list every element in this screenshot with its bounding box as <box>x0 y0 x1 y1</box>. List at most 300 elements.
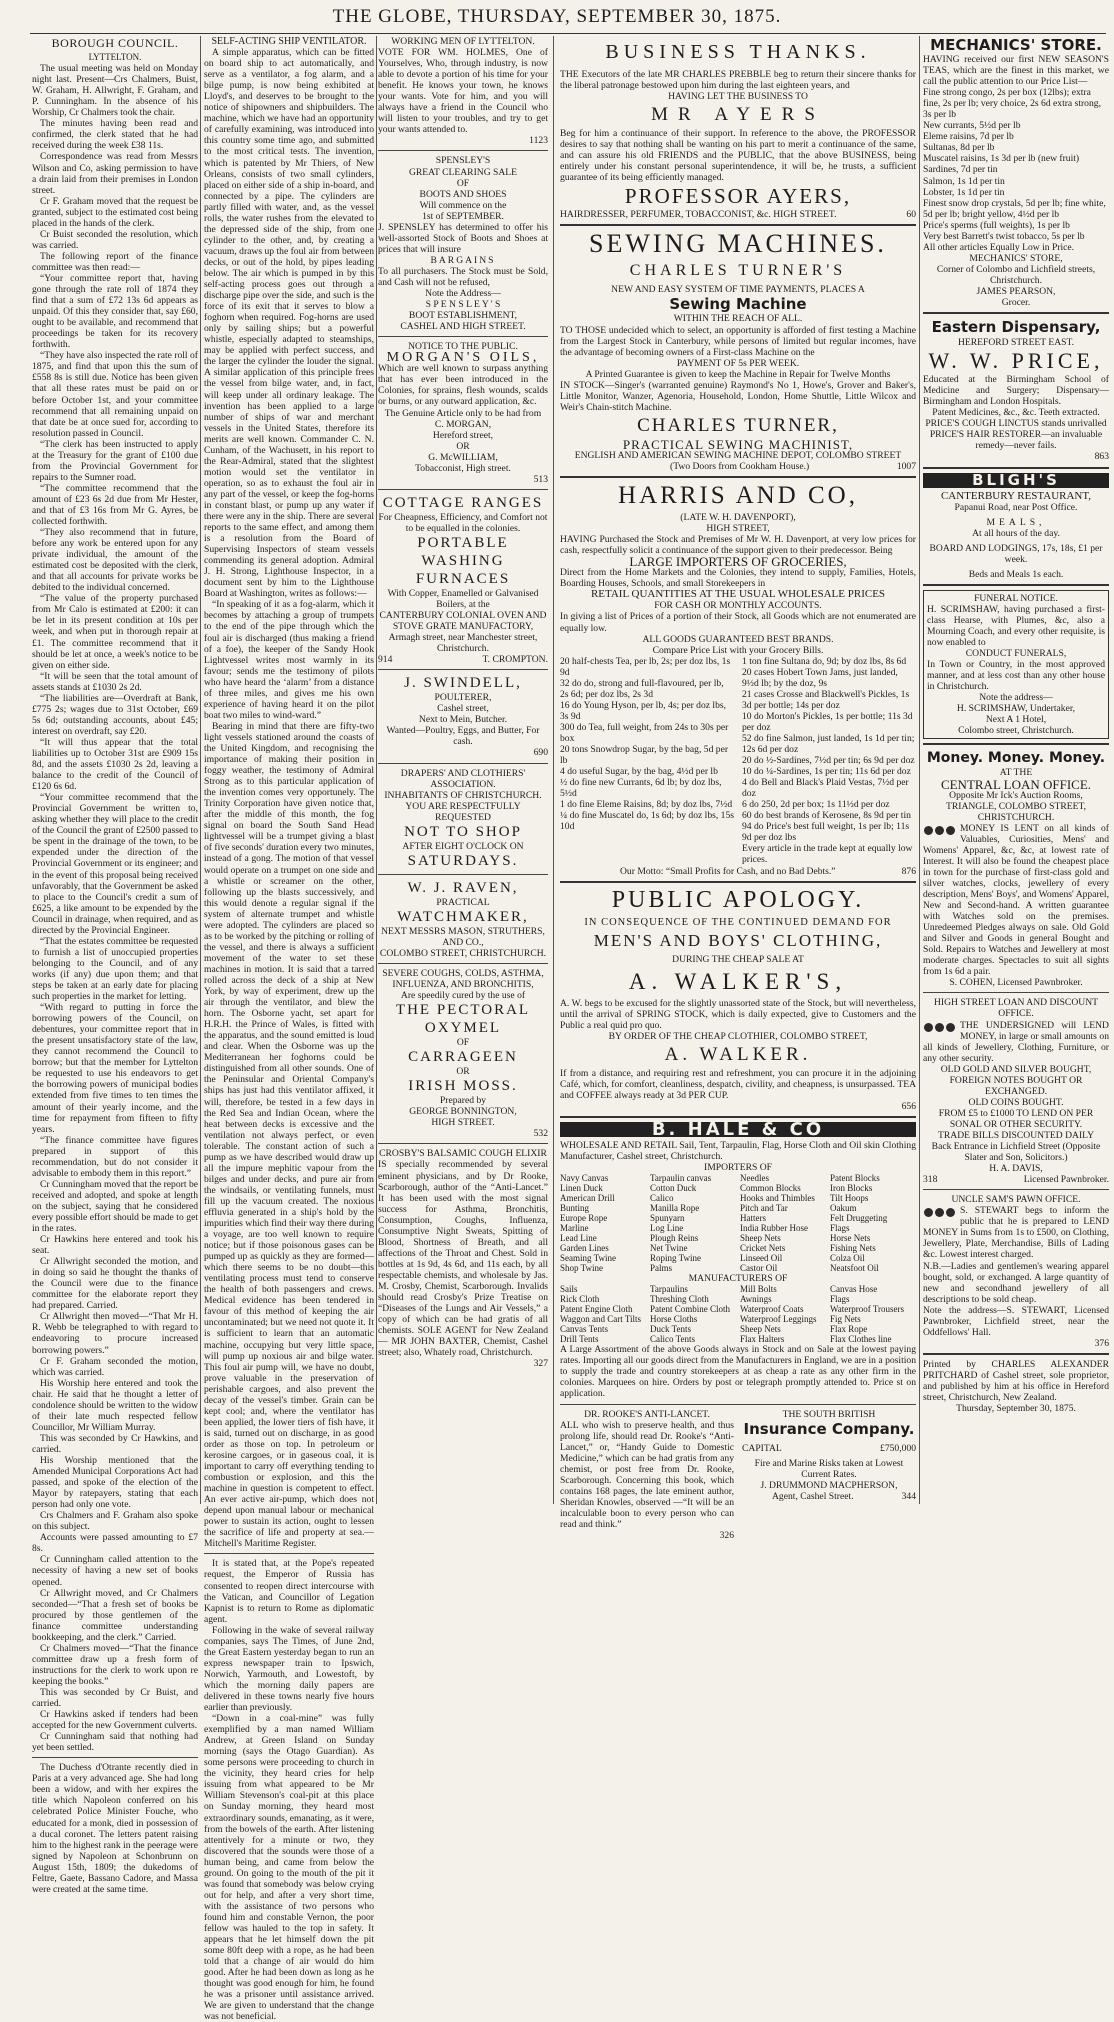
ad-raven <box>378 879 548 959</box>
price-item: Fine strong congo, 2s per box (12lbs); extra fine, 2s per lb; very choice, 2s 6d extra strong, 3s per lb <box>923 87 1101 121</box>
paragraph: The following report of the finance committee was then read:— <box>32 250 198 273</box>
ad-line: YOU ARE RESPECTFULLY REQUESTED <box>405 800 521 823</box>
ad-line: Back Entrance in Lichfield Street (Opposite Slater and Son, Solicitors.) <box>931 1141 1101 1164</box>
ad-line: OLD COINS BOUGHT. <box>968 1096 1064 1108</box>
list-item: Sails <box>560 1284 578 1295</box>
paragraph: This was seconded by Cr Buist, and carried. <box>32 1686 198 1710</box>
ad-body: N.B.—Ladies and gentlemen's wearing apparel bought, sold, or exchanged. A large quantity of new and secondhand jewellery of all descriptions to be sold cheap. <box>923 1260 1109 1305</box>
ad-line: Corner of Colombo and Lichfield streets, Christchurch. <box>936 263 1096 286</box>
ad-line: MECHANICS' STORE, <box>969 252 1063 264</box>
ad-line: HIGH STREET. <box>431 1117 495 1129</box>
paragraph: Cr Hawkins asked if tenders had been accepted for the new Government culverts. <box>32 1709 198 1732</box>
ad-line: Colombo street, Christchurch. <box>958 725 1074 737</box>
ad-line: GEORGE BONNINGTON, <box>409 1106 517 1118</box>
ad-line: OR <box>456 1066 470 1078</box>
ad-line: The Genuine Article only to be had from <box>384 407 542 419</box>
ad-capital-amount: £750,000 <box>880 1442 916 1454</box>
ad-line: PRACTICAL SEWING MACHINIST, <box>622 436 854 452</box>
list-item: Log Line <box>650 1223 684 1234</box>
ad-line: OF <box>456 1037 470 1049</box>
price-item: Price's sperms (full weights), 1s per lb <box>923 219 1070 231</box>
paragraph: The usual meeting was held on Monday night last. Present—Crs Chalmers, Buist, W. Graham, H. Allwright, F. Graham, and P. Cunningham. In the absence of his Worship, Cr Chalmers took the chair. <box>32 63 198 119</box>
list-item: Patent Blocks <box>830 1173 880 1184</box>
paragraph: “The finance committee have figures prepared in support of this recommendation, but do not consider it advisable to embody them in this report.” <box>32 1134 198 1179</box>
price-item: 10 do Morton's Pickles, 1s per bottle; 11s 3d per doz <box>742 710 913 733</box>
ad-number: 327 <box>533 1358 548 1370</box>
ad-line: DURING THE CHEAP SALE AT <box>672 953 804 965</box>
paragraph: “They also recommend that in future, before any work be entered upon for any private individual, the amount of the estimated cost be deposited with the clerk, and that all accounts for private works be debited to the individual concerned. <box>32 527 198 594</box>
paragraph: “With regard to putting in force the borrowing powers of the Council, on debentures, your committee report that in the present unsatisfactory state of the law, they cannot recommend the Council to borrow; but that the member for Lyttelton be requested to use his endeavors to get the borrowing powers of municipal bodies extended from five times to ten times the amount of their yearly income, and the time for repayment from fifteen to fifty years. <box>32 1002 198 1135</box>
paragraph: Cr Hawkins here entered and took his seat. <box>32 1234 198 1257</box>
ad-line: OF <box>456 177 470 189</box>
ad-signature: H. A. DAVIS, <box>989 1163 1043 1175</box>
list-item: Linseed Oil <box>740 1253 783 1264</box>
list-item: Calico Tents <box>650 1334 695 1345</box>
paragraph: “Your committee report that, having gone through the rate roll of 1874 they find that a sum of £72 13s 6d appears as unpaid. Of this they consider that, say £60, ought to be available, and recommend that proceedings be taken for its recovery forthwith. <box>32 272 198 351</box>
price-item: 20 tons Snowdrop Sugar, by the bag, 5d per lb <box>560 744 729 767</box>
list-item: Hatters <box>740 1213 766 1224</box>
ad-body: S. STEWART begs to inform the public that he is prepared to LEND MONEY in Sums from 1s to £500, on Clothing, Jewellery, Plate, Merchandise, Bills of Lading &c. Lowest interest charged. <box>923 1205 1109 1261</box>
ad-body: Educated at the Birmingham School of Medicine and Surgery; Dispensary—Birmingham and London Hospitals. <box>923 374 1109 408</box>
ad-line: S P E N S L E Y ' S <box>425 299 501 311</box>
ad-line: W. J. RAVEN, <box>407 879 519 896</box>
list-item: Bunting <box>560 1203 590 1214</box>
paragraph: Crs Chalmers and F. Graham also spoke on this subject. <box>32 1510 198 1533</box>
price-item: Very best Barrett's twist tobacco, 5s per lb <box>923 230 1085 242</box>
price-item: Muscatel raisins, 1s 3d per lb (new fruit) <box>923 153 1080 165</box>
ad-line: NOT TO SHOP <box>404 823 522 840</box>
list-item: Flax Clothes line <box>830 1334 892 1345</box>
ad-bargains: BARGAINS <box>430 254 496 266</box>
column-ads-4 <box>560 36 916 1542</box>
list-item: Neatsfoot Oil <box>830 1263 879 1274</box>
ad-address <box>923 253 1109 308</box>
list-item: Manilla Rope <box>650 1203 700 1214</box>
masthead-rule <box>30 33 1106 34</box>
list-item: Iron Blocks <box>830 1183 873 1194</box>
paragraph: His Worship mentioned that the Amended Municipal Corporations Act had passed, and spoke of the election of the Mayor by ratepayers, stating that each person had only one vote. <box>32 1455 198 1511</box>
column-rule <box>200 36 201 1504</box>
ad-title: SEWING MACHINES. <box>589 229 887 259</box>
paragraph: Cr Allwright then moved—“That Mr H. R. Webb be telegraphed to with regard to endeavoring to procure increased borrowing powers.” <box>32 1311 198 1356</box>
ad-line: BOOT ESTABLISHMENT, <box>408 310 518 322</box>
imprint: Printed by CHARLES ALEXANDER PRITCHARD of Cashel street, sole proprietor, and published by him at his office in Hereford street, Christchurch, New Zealand. <box>923 1358 1109 1404</box>
list-item: Flax Rope <box>830 1324 868 1335</box>
price-item: 300 do Tea, full weight, from 24s to 30s per box <box>560 721 729 744</box>
paragraph: “That the estates committee be requested to furnish a list of unoccupied properties belonging to the Council, and of any works (if any) due upon them; and that steps be taken at an early date for placing such properties in the market for letting. <box>32 935 198 1003</box>
list-item: Hooks and Thimbles <box>740 1193 815 1204</box>
ad-body: In giving a list of Prices of a portion of their Stock, all Goods which are not enumerated are equally low. <box>560 611 916 634</box>
ad-body: IS specially recommended by several eminent physicians, and by Dr Rooke, Scarborough, author of the “Anti-Lancet.” It has been used with the most signal success for Asthma, Bronchitis, Consumption, Coughs, Influenza, Consumptive Night Sweats, Spitting of Blood, Shortness of Breath, and all affections of the Throat and Chest. Sold in bottles at 1s 9d, 4s 6d, and 11s each, by all respectable chemists, and wholesale by Jas. M. Crosby, Chemist, Scarborough. Invalids should read Crosby's Prize Treatise on “Diseases of the Lungs and Air Vessels,” a copy of which can be had gratis of all chemists. SOLE AGENT for New Zealand — MR JOHN BAXTER, Chemist, Cashel street; also, Whately road, Christchurch. <box>378 1159 548 1359</box>
ad-line: POULTERER, <box>434 692 492 704</box>
ad-line: Are speedily cured by the use of <box>400 990 526 1002</box>
ad-cottage-ranges <box>378 494 548 654</box>
ad-line: IMPORTERS OF <box>704 1162 772 1174</box>
ad-title: B. HALE & CO <box>560 1122 916 1137</box>
pawnbroker-balls-icon <box>923 1208 956 1220</box>
price-item: 10 do ¼-Sardines, 1s per tin; 11s 6d per doz <box>742 766 911 778</box>
ad-line: MANUFACTURERS OF <box>688 1273 788 1285</box>
ad-line: C. MORGAN, <box>434 418 492 430</box>
paragraph: Bearing in mind that there are fifty-two light vessels stationed around the coasts of the United Kingdom, and recognising the importance of making their position in foggy weather, the testimony of Admiral Strong as to this particular application of the invention comes very opportunely. The Trinity Corporation have given notice that, after the middle of this month, the fog signal on board the South Sand Head lightvessel will be a trumpet giving a blast of five seconds' duration every two minutes, instead of a gong. The motion of that vessel would operate on a trumpet on one side and a whistle or screamer on the other, following up the blasts successively, and this would denote a regular signal if the system of alternate trumpet and whistle were adopted. The cylinders are placed so as to be worked by the pitching or rolling of the vessel, and there is always a sufficient movement of the water to set these machines in motion. It is said that a tarred rolled across the deck of a ship at New York, by way of experiment, drew up the air through the ventilator, and blew the horn. The Osborne yacht, set apart for H.R.H. the Prince of Wales, is fitted with the apparatus, and the sound emitted is loud and clear. When the Osborne was up the Mediterranean her foghorns could be distinguished from all other sounds. One of the Peninsular and Oriental Company's ships has just had this ventilator affixed, it will, therefore, be tested in a few days in the Red Sea and Indian Ocean, where the heat between decks is excessive and the ventilation not always perfect, or even tolerable. The constant action of such a pump as we have described would draw up all the impure mephitic vapour from the bilges and under decks, and pure air from the windsails, or ventilating funnels, must fill up the vacuum created. The noxious effluvia generated in a ship's hold by the impurities which find their way there during a voyage, are too well known to require notice; but if those poisonous gases can be pumped up as quickly as they are formed—which there seems to be no doubt—this ventilating process must tend to conserve the health of both passengers and crews. Medical evidence has been tendered in favour of this method of keeping the air uncontaminated; but we need not quote it. It is sufficient to learn that an automatic machine, occupying but very little space, will pump up noxious air and bilge water. This foul air pump will, we have no doubt, prove valuable in the preservation of perishable cargoes, and also prevent the decay of the vessel's timber. Grain can be kept cool; and, where the ventilator has been applied, the lower tiers of fish have, it is said, turned out on discharge, in as good order as those on top. In petroleum or kerosine cargoes, or in gaseous coal, it is important to carry off everything tending to combustion or explosion, and this the machine in question is competent to effect. An ever active air-pump, which does not depend upon manual labour or mechanical power to sustain its action, ought to lessen the sacrifice of life and property at sea.—Mitchell's Maritime Register. <box>204 720 374 1550</box>
ad-title: HARRIS AND CO, <box>618 482 858 510</box>
list-item: Waterproof Trousers <box>830 1304 905 1315</box>
paragraph: Cr Cunningham said that nothing had yet been settled. <box>32 1731 198 1754</box>
price-item: ¼ do fine Muscatel do, 1s 6d; by doz lbs, 15s 10d <box>560 810 735 833</box>
paragraph: “It will be seen that the total amount of assets stands at £1030 2s 2d. <box>32 670 198 693</box>
ad-line: HAIRDRESSER, PERFUMER, TOBACCONIST, &c. HIGH STREET. <box>560 209 837 221</box>
list-item: Fig Nets <box>830 1314 861 1325</box>
list-item: Waterproof Coats <box>740 1304 804 1315</box>
ad-line: PAYMENT OF 5s PER WEEK. <box>676 357 800 369</box>
ad-line: PORTABLE WASHING <box>417 534 509 569</box>
list-item: Common Blocks <box>740 1183 801 1194</box>
price-item: 1 do fine Eleme Raisins, 8d; by doz lbs, 7½d <box>560 799 733 811</box>
ad-signature: Licensed Pawnbroker. <box>1023 1174 1109 1186</box>
list-item: Colza Oil <box>830 1253 865 1264</box>
ad-line: GREAT CLEARING SALE <box>408 166 518 178</box>
ad-line: Hereford street, <box>432 429 494 441</box>
ad-body: IN STOCK—Singer's (warranted genuine) Raymond's No 1, Howe's, Grover and Baker's, Little Monitor, Wanzer, Agenoria, Household, London, Home Shuttle, Little Wilcox and Weir's Chain-stitch Machine. <box>560 379 916 413</box>
ad-body: Beg for him a continuance of their support. In reference to the above, the PROFESSOR desires to say that nothing shall be wanting on his part to merit a continuance of the same, and can assure his old FRIENDS and the PUBLIC, that the above BUSINESS, being entirely under his constant personal superintendence, it will be, he trusts, a sufficient guarantee of its being efficiently managed. <box>560 128 916 184</box>
ad-line: WITHIN THE REACH OF ALL. <box>673 313 803 325</box>
list-item: Felt Druggeting <box>830 1213 888 1224</box>
list-item: Waterproof Leggings <box>740 1314 817 1325</box>
ad-line: FOR CASH OR MONTHLY ACCOUNTS. <box>654 600 822 612</box>
ad-line: PRACTICAL <box>436 896 490 908</box>
list-item: Canvas Tents <box>560 1324 608 1335</box>
price-item: Sultanas, 8d per lb <box>923 142 995 154</box>
list-item: Tarpaulin canvas <box>650 1173 712 1184</box>
ad-swindell <box>378 674 548 747</box>
ad-line: OR <box>456 440 470 452</box>
ad-line: ENGLISH AND AMERICAN SEWING MACHINE DEPOT, COLOMBO STREET <box>574 449 902 461</box>
ad-line: SEVERE COUGHS, COLDS, ASTHMA, INFLUENZA, AND BRONCHITIS, <box>382 968 544 991</box>
price-item: ½ do fine new Currants, 6d lb; by doz lbs, 5½d <box>560 777 722 800</box>
ad-title: PUBLIC APOLOGY. <box>611 886 865 913</box>
price-item: 4 do Bell and Black's Plaid Vestas, 7½d per doz <box>742 777 909 800</box>
ad-pectoral-oxymel <box>378 968 548 1128</box>
price-list <box>923 87 1109 253</box>
ad-line: G. McWILLIAM, <box>428 451 498 463</box>
list-item: Canvas Hose <box>830 1284 878 1295</box>
ad-line: Wanted—Poultry, Eggs, and Butter, For cash. <box>386 725 540 748</box>
list-item: Needles <box>740 1173 769 1184</box>
ad-address <box>927 692 1105 736</box>
ad-line: TRADE BILLS DISCOUNTED DAILY <box>938 1129 1094 1141</box>
list-item: Marline <box>560 1223 589 1234</box>
list-item: Castor Oil <box>740 1263 778 1274</box>
ad-title: HIGH STREET LOAN AND DISCOUNT OFFICE. <box>934 997 1098 1020</box>
ad-name: MR AYERS <box>651 104 825 126</box>
ad-body: Direct from the Home Markets and the Colonies, they intend to supply, Families, Hotels, Boarding Houses, Schools, and small Storekeepers in <box>560 567 916 590</box>
list-item: Net Twine <box>650 1243 688 1254</box>
ad-line: Next A 1 Hotel, <box>985 714 1047 726</box>
price-item: 32 do do, strong and full-flavoured, per lb, 2s 6d; per doz lbs, 2s 3d <box>560 677 724 700</box>
list-item: Seaming Twine <box>560 1253 616 1264</box>
column-rule <box>919 36 920 1504</box>
ad-body: Which are well known to surpass anything that has ever been introduced in the Colonies, for sprains, flesh wounds, scalds or burns, or any outward application, &c. <box>378 363 548 408</box>
list-item: Calico <box>650 1193 674 1204</box>
price-item: 60 do best brands of Kerosene, 8s 9d per tin <box>742 810 911 822</box>
ad-title: Money. Money. Money. <box>926 750 1106 767</box>
ad-line: At all hours of the day. <box>972 527 1060 539</box>
list-item: Linen Duck <box>560 1183 603 1194</box>
ad-title: MECHANICS' STORE. <box>930 36 1102 54</box>
price-item: All other articles Equally Low in Price. <box>923 241 1075 253</box>
ad-line: Papanui Road, near Post Office. <box>954 501 1078 513</box>
ad-name: W. W. PRICE, <box>928 348 1104 374</box>
price-item: 20 do ½-Sardines, 7½d per tin; 6s 9d per doz <box>742 755 915 767</box>
ad-line: CHRISTCHURCH. <box>977 811 1055 823</box>
ad-line: BOOTS AND SHOES <box>419 188 507 200</box>
list-item: Sheep Nets <box>740 1233 781 1244</box>
article-rome: It is stated that, at the Pope's repeated request, the Emperor of Russia has consented to reopen direct intercourse with the Vatican, and Councillor of Legation Kapnist is to return to Rome as diplomatic agent. <box>204 1558 374 1625</box>
ad-line: PRICE'S COUGH LINCTUS stands unrivalled <box>925 418 1107 430</box>
ad-line: Tobacconist, High street. <box>415 462 511 474</box>
ad-number: 513 <box>533 473 548 485</box>
article-body <box>32 63 198 1753</box>
ad-motto: Our Motto: “Small Profits for Cash, and no Bad Debts.” <box>620 865 836 877</box>
ad-name: CHARLES TURNER, <box>637 414 839 436</box>
ad-body: Note the address—S. STEWART, Licensed Pawnbroker, Lichfield street, near the Oddfellows' Hall. <box>923 1304 1109 1338</box>
ad-number: 914 <box>378 654 393 666</box>
ad-signature: S. COHEN, Licensed Pawnbroker. <box>949 977 1083 989</box>
column-rule <box>376 36 377 1504</box>
ad-name: PROFESSOR AYERS, <box>624 184 852 209</box>
price-item: 94 do Price's best full weight, 1s per lb; 11s 9d per doz lbs <box>742 821 910 844</box>
ad-line: NEW AND EASY SYSTEM OF TIME PAYMENTS, PLACES A <box>611 284 865 296</box>
list-item: Patent Engine Cloth <box>560 1304 633 1315</box>
ad-line: Beds and Meals 1s each. <box>968 568 1064 580</box>
list-item: Oakum <box>830 1203 857 1214</box>
list-item: Plough Reins <box>650 1233 699 1244</box>
ad-body: A. W. begs to be excused for the slightly unassorted state of the Stock, but will nevertheless, until the arrival of SPRING STOCK, which is daily expected, give to Customers and the Public a real quid pro quo. <box>560 997 916 1031</box>
ad-body: HAVING Purchased the Stock and Premises of Mr W. H. Davenport, at very low prices for cash, respectfully solicit a continuance of the support given to their predecessor. Being <box>560 534 916 557</box>
ad-title: BUSINESS THANKS. <box>605 41 871 63</box>
ad-line: Next to Mein, Butcher. <box>418 714 508 726</box>
list-item: Awnings <box>740 1294 772 1305</box>
ad-spensley-head <box>378 155 548 221</box>
masthead: THE GLOBE, THURSDAY, SEPTEMBER 30, 1875. <box>332 6 782 27</box>
paragraph: His Worship here entered and took the chair. He said that he thought a letter of condolence should be written to the widow of their late much respected fellow Councillor, Mr William Murray. <box>32 1377 198 1433</box>
ad-line: THE SOUTH BRITISH <box>782 1408 876 1420</box>
ad-anti-lancet <box>560 1409 734 1542</box>
article-dateline: LYTTELTON. <box>88 52 142 63</box>
paragraph: Cr Buist seconded the resolution, which was carried. <box>32 228 198 251</box>
ad-line: THE PECTORAL OXYMEL <box>395 1002 531 1037</box>
ad-line: MEN'S AND BOYS' CLOTHING, <box>593 930 883 950</box>
ad-title: FUNERAL NOTICE. <box>974 592 1058 604</box>
ad-body: H. SCRIMSHAW, having purchased a first-class Hearse, with Plumes, &c, also a Mourning Coach, and every other requisite, is now enabled to <box>927 603 1105 649</box>
ad-line: NEXT MESSRS MASON, STRUTHERS, <box>381 925 545 937</box>
paragraph: “The clerk has been instructed to apply at the Treasury for the grant of £100 due from the Provincial Government for repairs to the Sumner road. <box>32 438 198 483</box>
ad-morgan-head: MORGAN'S OILS, <box>386 350 540 366</box>
ad-name: CHARLES TURNER'S <box>629 262 847 280</box>
ad-title: WORKING MEN OF LYTTELTON. <box>391 36 535 47</box>
ad-machine: Sewing Machine <box>669 295 807 314</box>
column-borough-council <box>32 36 198 1895</box>
column-rule <box>553 36 554 1504</box>
price-item: 20 cases Hobert Town Jams, just landed, 9½d lb; by the doz, 9s <box>742 666 898 689</box>
price-item: 6 do 250, 2d per box; 1s 11½d per doz <box>742 799 890 811</box>
ad-name: A. WALKER'S, <box>628 968 848 994</box>
list-item: Flax Halters <box>740 1334 785 1345</box>
list-item: Flags <box>830 1294 850 1305</box>
ad-line: CANTERBURY RESTAURANT, <box>940 489 1092 502</box>
ad-line: IRISH MOSS. <box>408 1078 518 1095</box>
imprint-date: Thursday, September 30, 1875. <box>956 1403 1076 1415</box>
list-item: Pitch and Tar <box>740 1203 788 1214</box>
list-item: Europe Rope <box>560 1213 608 1224</box>
article-body <box>204 47 374 1549</box>
paragraph: “Your committee recommend that the Provincial Government be written to, asking whether they will place to the credit of the Council the grant of £2500 passed to be spent in the drainage of the town, to be expended under the direction of the Provincial Government or its engineer; and in the event of this proposal being received unfavorably, that the Government be asked to place to the Council's credit a sum of £625, a like amount to be expended by the Council in drainage, when required, and as directed by the Provincial Engineer. <box>32 792 198 936</box>
price-item: 20 half-chests Tea, per lb, 2s; per doz lbs, 1s 9d <box>560 655 731 678</box>
ad-number: 863 <box>1094 451 1109 463</box>
list-item: Tilt Hoops <box>830 1193 869 1204</box>
price-item: 21 cases Crosse and Blackwell's Pickles, 1s 3d per bottle; 14s per doz <box>742 688 910 711</box>
ad-line: IN CONSEQUENCE OF THE CONTINUED DEMAND FOR <box>584 916 892 928</box>
ad-body: TO THOSE undecided which to select, an opportunity is afforded of first testing a Machine from the Largest Stock in Canterbury, while persons of limited but regular incomes, have the advantage of becoming owners of a First-class Machine on the <box>560 324 916 358</box>
list-item: American Drill <box>560 1193 615 1204</box>
ad-line: A Printed Guarantee is given to keep the Machine in Repair for Twelve Months <box>585 368 891 380</box>
price-list-right <box>742 656 916 866</box>
ad-line: Patent Medicines, &c., &c. Teeth extracted. <box>932 407 1100 419</box>
list-item: Tarpaulins <box>650 1284 688 1295</box>
ad-line: Note the address— <box>979 692 1053 704</box>
ad-body: If from a distance, and requiring rest and refreshment, you can procure it in the adjoining Café, which, for comfort, cleanliness, despatch, civility, and cheapness, is unsurpassed. TEA and COFFEE always ready at 3d PER CUP. <box>560 1067 916 1101</box>
column-ads-3 <box>378 36 548 1504</box>
list-item: Cotton Duck <box>650 1183 697 1194</box>
ad-line: TRIANGLE, COLOMBO STREET, <box>946 800 1086 812</box>
ad-line: SPENSLEY'S <box>435 155 491 167</box>
list-item: Threshing Cloth <box>650 1294 709 1305</box>
list-item: Palms <box>650 1263 673 1274</box>
ad-number: 690 <box>533 747 548 759</box>
paragraph: Cr F. Graham moved that the request be granted, subject to the estimated cost being placed in the hands of the clerk. <box>32 195 198 229</box>
ad-line: WATCHMAKER, <box>397 908 529 925</box>
ad-number: 376 <box>1094 1337 1109 1349</box>
price-item: Sardines, 7d per tin <box>923 164 998 176</box>
paragraph: The minutes having been read and confirmed, the clerk stated that he had received during the week £38 11s. <box>32 118 198 152</box>
ad-title: Insurance Company. <box>743 1419 915 1438</box>
list-item: India Rubber Hose <box>740 1223 808 1234</box>
ad-line: (Two Doors from Cookham House.) <box>670 460 810 472</box>
paragraph: “In speaking of it as a fog-alarm, which it becomes by attaching a group of trumpets to the end of the pipe through which the foul air is discharged (thus making a friend of a foe), the keeper of the Sandy Hook Lightvessel writes most warmly in its favour; sends me the testimony of pilots who have heard the ‘alarm’ from a distance of three miles, and gives me his own experience of having heard it on the pilot boat two miles to wind-ward.” <box>204 599 374 721</box>
ad-line: JAMES PEARSON, <box>976 285 1056 297</box>
ad-line: FROM £5 to £1000 TO LEND ON PER SONAL OR OTHER SECURITY. <box>938 1107 1094 1130</box>
ad-line: SATURDAYS. <box>407 852 519 869</box>
list-item: Roping Twine <box>650 1253 701 1264</box>
list-item: Horse Nets <box>830 1233 871 1244</box>
ad-address <box>378 288 548 332</box>
paragraph: Cr Cunningham called attention to the necessity of having a new set of books opened. <box>32 1554 198 1588</box>
ad-signature: J. DRUMMOND MACPHERSON, <box>760 1479 898 1491</box>
ad-body: Fire and Marine Risks taken at Lowest Current Rates. <box>754 1457 904 1480</box>
ad-body: VOTE FOR WM. HOLMES, One of Yourselves, Who, through industry, is now able to devote a portion of his time for your benefit. He knows your town, he knows your wants. Vote for him, and you will always have a friend in the Council who will listen to your troubles, and try to get your wants attended to. <box>378 47 548 136</box>
ad-line: CANTERBURY COLONIAL OVEN AND STOVE GRATE MANUFACTORY, <box>379 610 547 633</box>
article-papers: Following in the wake of several railway companies, says The Times, of June 2nd, the Great Eastern yesterday began to run an express newspaper train to Ipswich, Norwich, Yarmouth, and Lowestoft, by which the morning daily papers are delivered in these towns nearly five hours earlier than previously. <box>204 1624 374 1714</box>
ad-drapers <box>378 768 548 870</box>
price-item: Salmon, 1s 1d per tin <box>923 175 1005 187</box>
ad-number: 656 <box>901 1101 916 1112</box>
paragraph: Cr Chalmers moved—“That the finance committee draw up a fresh form of instructions for the clerk to work upon re keeping the books.” <box>32 1642 198 1687</box>
article-coalpit: “Down in a coal-mine” was fully exemplified by a man named William Andrew, at Green Island on Sunday morning (says the Otago Guardian). As some persons were proceeding to church in the vicinity, they heard cries for help issuing from what appeared to be Mr William Stevenson's coal-pit at this place on Sunday morning, they heard most extraordinary sounds, emanating, as it were, from the bowels of the earth. After listening attentively for a minute or two, they discovered that the sounds were those of a human being, and came from below the ground. On going to the mouth of the pit it was found that somebody was below crying out for help, and after a very short time, with the assistance of two persons who found him and constable Vernon, the poor fellow was hauled to the top in safety. It appears that he let himself down the pit some 80ft deep with a rope, as he had been told that a change of air would do him good. After he had been down as long as he thought was good enough for him, he found he was a prisoner until assistance arrived. We are given to understand that the change was not beneficial. <box>204 1713 374 2022</box>
price-list-left <box>560 656 734 866</box>
ad-body: ALL who wish to preserve health, and thus prolong life, should read Dr. Rooke's “Anti-Lancet,” or, “Handy Guide to Domestic Medicine,” which can be had gratis from any chemist, or post free from Dr. Rooke, Scarborough. Concerning this book, which contains 168 pages, the late eminent author, Sheridan Knowles, observed —“It will be an incalculable boon to every person who can read and think.” <box>560 1419 734 1530</box>
article-duchess: The Duchess d'Otrante recently died in Paris at a very advanced age. She had long been a widow, and with her expires the title which Napoleon conferred on his celebrated Police Minister Fouche, who educated for a monk, died in possession of a ducal coronet. The letters patent raising him to the highest rank in the peerage were signed by Napoleon at Schonbrunn on August 15th, 1809; the dukedoms of Feltre, Gaete, Bassano Cadore, and Massa were created at the same time. <box>32 1762 198 1895</box>
ad-number: 60 <box>906 209 916 221</box>
ad-line: For Cheapness, Efficiency, and Comfort not to be equalled in the colonies. <box>378 511 548 534</box>
price-item: Every article in the trade kept at equally low prices. <box>742 843 913 866</box>
ad-line: Compare Price List with your Grocery Bills. <box>652 644 824 656</box>
ad-line: CARRAGEEN <box>408 1049 518 1066</box>
ad-title: NOTICE TO THE PUBLIC. <box>408 341 518 353</box>
ad-line: 1st of SEPTEMBER. <box>422 210 504 222</box>
article-title: SELF-ACTING SHIP VENTILATOR. <box>211 36 367 47</box>
paragraph: “It will thus appear that the total liabilities up to October 31st are £909 15s 8d, and the assets £1030 2s 2d, leaving a balance to the credit of the Council of £120 6s 6d. <box>32 736 198 793</box>
list-item: Lead Line <box>560 1233 597 1244</box>
ad-line: OLD GOLD AND SILVER BOUGHT, FOREIGN NOTES BOUGHT OR EXCHANGED. <box>940 1063 1092 1097</box>
ad-capital-label: CAPITAL <box>742 1442 782 1454</box>
ad-number: 876 <box>901 865 916 877</box>
ad-line: AND CO., <box>442 936 484 948</box>
ad-body: J. SPENSLEY has determined to offer his well-assorted Stock of Boots and Shoes at prices that will insure <box>378 221 548 255</box>
article-title: BOROUGH COUNCIL. <box>51 36 179 50</box>
pawnbroker-balls-icon <box>923 1023 956 1035</box>
paragraph: “The value of the property purchased from Mr Calo is estimated at £200: it can be let in its present condition at 10s per week, and when put in thorough repair at £1. The committee recommend that it should be let at once, a week's notice to be given on either side. <box>32 593 198 671</box>
ad-body: THE UNDERSIGNED will LEND MONEY, in large or small amounts on all kinds of Jewellery, Clothing, Furniture, or any other security. <box>923 1019 1109 1064</box>
ad-number: 326 <box>719 1530 734 1542</box>
ad-funeral <box>923 590 1109 740</box>
paragraph: Cr Allwright moved, and Cr Chalmers seconded—“That a fresh set of books be procured by those gentlemen of the finance committee understanding bookkeeping, and the clerk.” Carried. <box>32 1587 198 1643</box>
ad-line: ALL GOODS GUARANTEED BEST BRANDS. <box>642 633 834 645</box>
paragraph: This was seconded by Cr Hawkins, and carried. <box>32 1432 198 1455</box>
list-item: Duck Tents <box>650 1324 691 1335</box>
ad-number: 532 <box>533 1128 548 1140</box>
price-item: New currants, 5½d per lb <box>923 120 1021 132</box>
ad-line: Prepared by <box>439 1095 487 1107</box>
list-item: Waggon and Cart Tilts <box>560 1314 642 1325</box>
ad-body: THE Executors of the late MR CHARLES PREBBLE beg to return their sincere thanks for the liberal patronage bestowed upon him during the last eighteen years, and <box>560 69 916 92</box>
ad-number: 1123 <box>529 135 548 147</box>
column-ads-5 <box>923 36 1109 1504</box>
ad-line: BOARD AND LODGINGS, 17s, 18s, £1 per week. <box>929 542 1103 565</box>
ad-line: AT THE <box>999 767 1033 779</box>
list-item: Garden Lines <box>560 1243 609 1254</box>
ad-signature: T. CROMPTON. <box>482 654 548 666</box>
list-item: Patent Combine Cloth <box>650 1304 730 1315</box>
pawnbroker-balls-icon <box>923 826 956 838</box>
ad-line: AFTER EIGHT O'CLOCK ON <box>402 840 524 852</box>
ad-line: COLOMBO STREET, CHRISTCHURCH. <box>379 947 547 959</box>
list-item: Shop Twine <box>560 1263 603 1274</box>
ad-body: HAVING received our first NEW SEASON'S TEAS, which are the finest in this market, we call the public attention to our Price List— <box>923 54 1109 88</box>
list-item: Rick Cloth <box>560 1294 600 1305</box>
price-item: 16 do Young Hyson, per lb, 4s; per doz lbs, 3s 9d <box>560 699 727 722</box>
ad-line: CONDUCT FUNERALS, <box>965 648 1067 660</box>
list-item: Flags <box>830 1223 850 1234</box>
ad-line: J. SWINDELL, <box>404 675 522 692</box>
ad-line: PRICE'S HAIR RESTORER—an invaluable remedy—never fails. <box>929 429 1103 452</box>
ad-line: H. SCRIMSHAW, Undertaker, <box>956 703 1076 715</box>
ad-title: UNCLE SAM'S PAWN OFFICE. <box>951 1194 1081 1206</box>
ad-body: MONEY IS LENT on all kinds of Valuables, Curiosities, Mens' and Womens' Apparel, &c, &c, at lowest rate of Interest. It will also be found the cheapest place in town for the purchase of first-class gold and silver watches, clocks, jewellery of every description, Mens' Boys', and Womens' Apparel, New and Second-hand. A written guarantee with Watches sold on the premises. Unredeemed Pledges always on sale. Old Gold and Silver and Goods in general Bought and Sold. Repairs to Watches and Jewellery at most moderate charges. Spectacles to suit all sights from 1s 6d a pair. <box>923 822 1109 978</box>
list-item: Navy Canvas <box>560 1173 609 1184</box>
ad-body: In Town or Country, in the most approved manner, and at less cost than any other house in Christchurch. <box>927 659 1105 693</box>
ad-line: FURNACES <box>415 570 511 587</box>
ad-line: Opposite Mr Ick's Auction Rooms, <box>949 789 1083 801</box>
